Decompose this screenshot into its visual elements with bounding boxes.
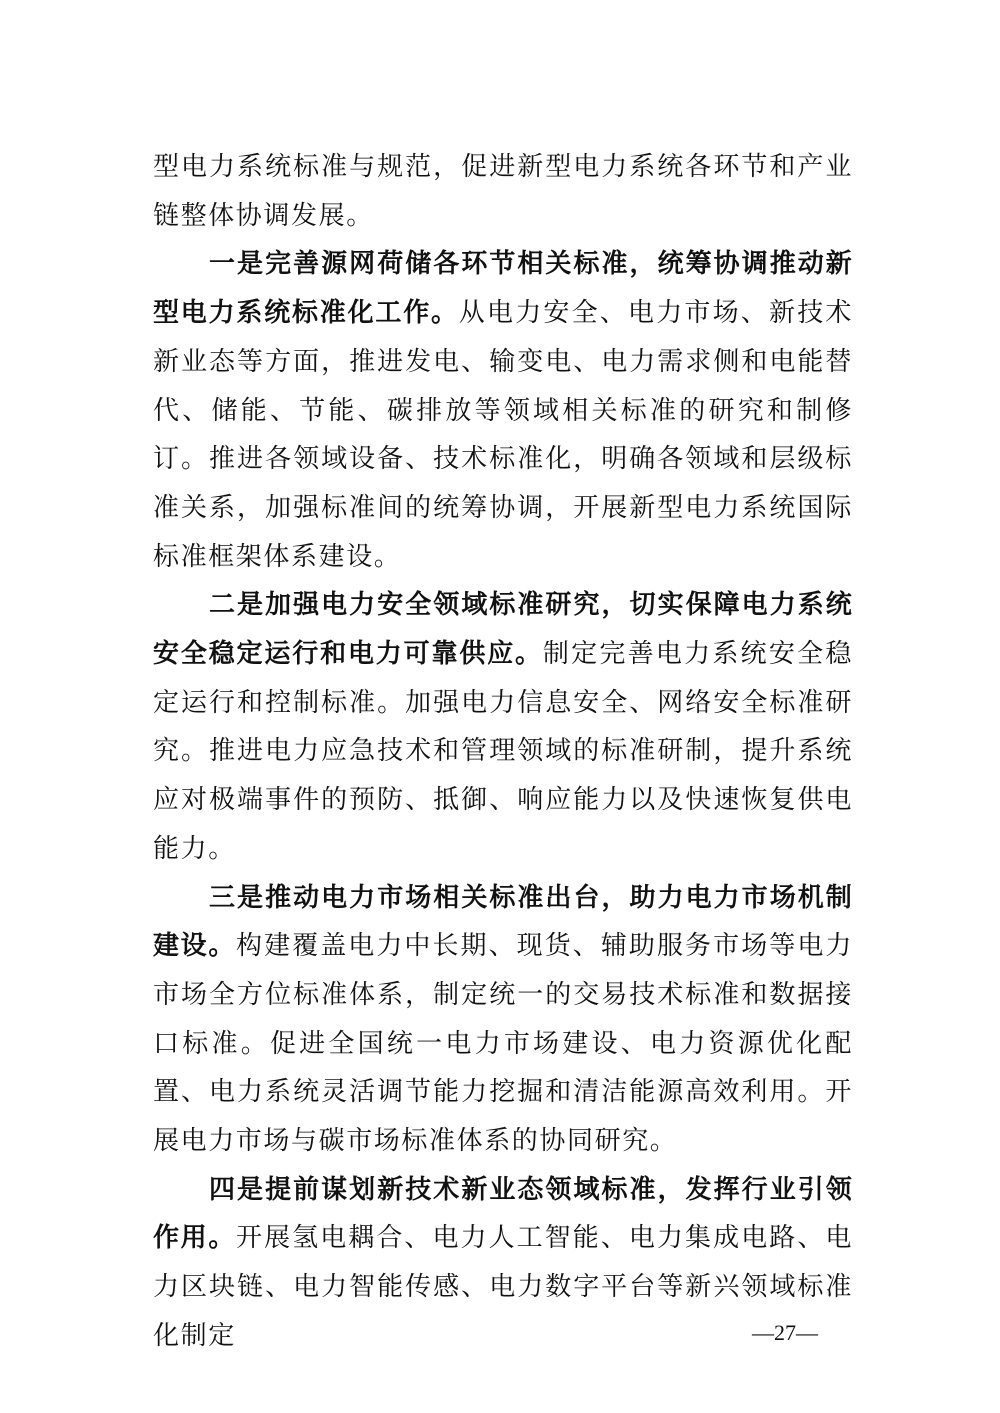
paragraph-1 [153,240,853,581]
paragraph-text: 型电力系统标准与规范，促进新型电力系统各环节和产业链整体协调发展。 [153,152,853,231]
paragraph-continuation [153,143,853,240]
paragraph-text: 制定完善电力系统安全稳定运行和控制标准。加强电力信息安全、网络安全标准研究。推进电力应急技术和管理领域的标准研制，提升系统应对极端事件的预防、抵御、响应能力以及快速恢复供电能力。 [153,639,853,864]
paragraph-lead: 二是加强电力安全领域标准研究，切实保障电力系统安全稳定运行和电力可靠供应。 [153,590,853,670]
paragraph-3 [153,874,853,1166]
paragraph-text: 开展氢电耦合、电力人工智能、电力集成电路、电力区块链、电力智能传感、电力数字平台等新兴领域标准化制定 [153,1223,853,1351]
page-number: —27— [752,1320,818,1345]
paragraph-text: 构建覆盖电力中长期、现货、辅助服务市场等电力市场全方位标准体系，制定统一的交易技术标准和数据接口标准。促进全国统一电力市场建设、电力资源优化配置、电力系统灵活调节能力挖掘和清洁能源高效利用。开展电力市场与碳市场标准体系的协同研究。 [153,931,853,1157]
paragraph-lead: 四是提前谋划新技术新业态领域标准，发挥行业引领作用。 [153,1174,853,1254]
paragraph-text: 从电力安全、电力市场、新技术新业态等方面，推进发电、输变电、电力需求侧和电能替代、储能、节能、碳排放等领域相关标准的研究和制修订。推进各领域设备、技术标准化，明确各领域和层级标准关系，加强标准间的统筹协调，开展新型电力系统国际标准框架体系建设。 [153,298,853,572]
paragraph-lead: 三是推动电力市场相关标准出台，助力电力市场机制建设。 [153,882,853,962]
document-body [153,143,853,1361]
paragraph-2 [153,581,853,873]
paragraph-lead: 一是完善源网荷储各环节相关标准，统筹协调推动新型电力系统标准化工作。 [153,249,853,329]
